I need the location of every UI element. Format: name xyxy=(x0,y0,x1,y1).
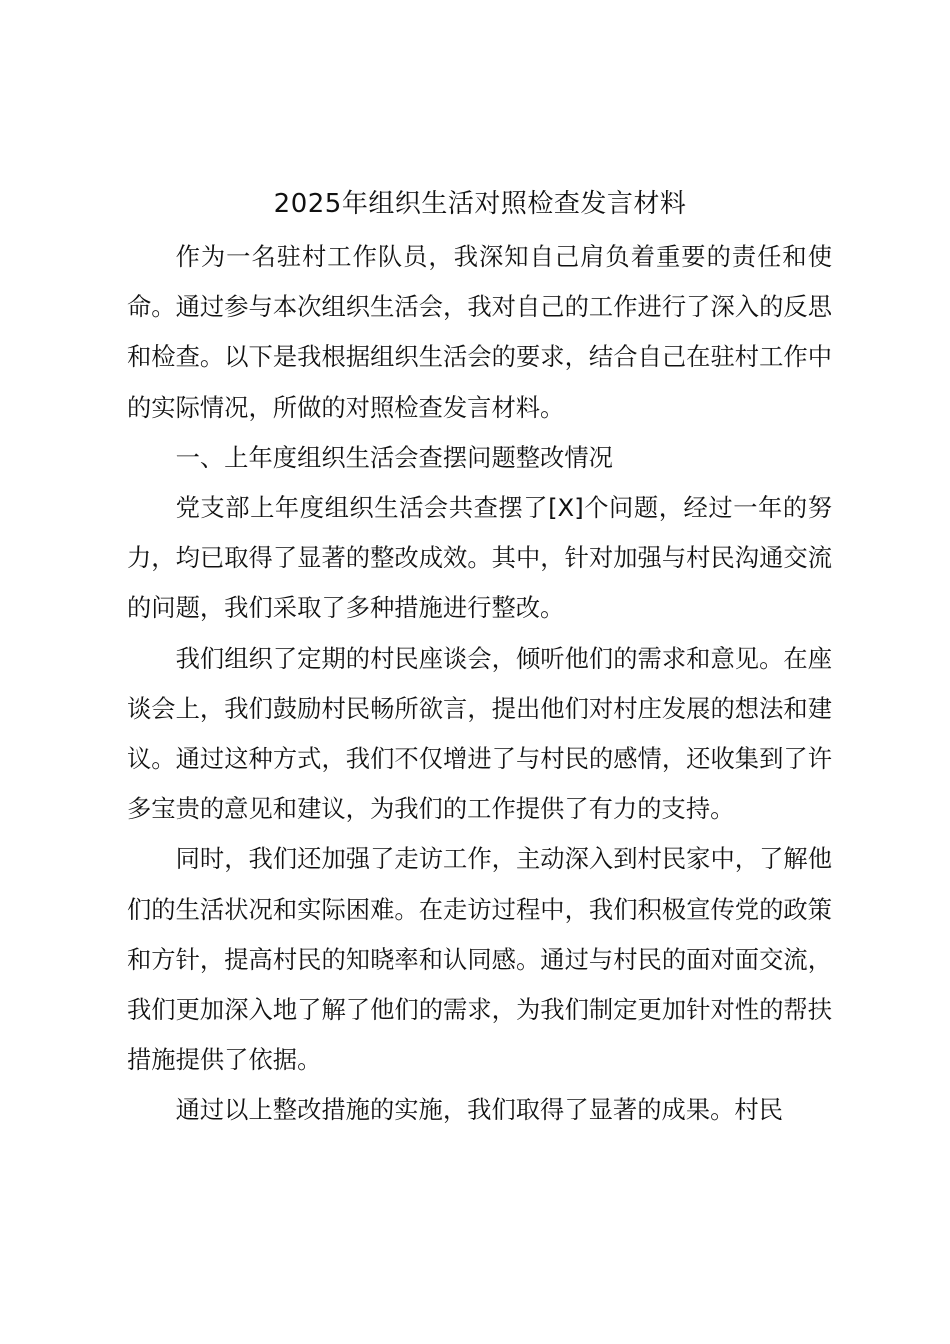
paragraph: 党支部上年度组织生活会共查摆了[X]个问题，经过一年的努力，均已取得了显著的整改成效。其中，针对加强与村民沟通交流的问题，我们采取了多种措施进行整改。 xyxy=(127,493,832,623)
document-body xyxy=(127,232,832,1136)
paragraph: 通过以上整改措施的实施，我们取得了显著的成果。村民 xyxy=(175,1095,784,1125)
document-title: 2025年组织生活对照检查发言材料 xyxy=(273,189,687,219)
paragraph: 我们组织了定期的村民座谈会，倾听他们的需求和意见。在座谈会上，我们鼓励村民畅所欲言，提出他们对村庄发展的想法和建议。通过这种方式，我们不仅增进了与村民的感情，还收集到了许多宝贵的意见和建议，为我们的工作提供了有力的支持。 xyxy=(127,643,832,824)
paragraph-intro: 作为一名驻村工作队员，我深知自己肩负着重要的责任和使命。通过参与本次组织生活会，我对自己的工作进行了深入的反思和检查。以下是我根据组织生活会的要求，结合自己在驻村工作中的实际情况，所做的对照检查发言材料。 xyxy=(127,242,832,422)
paragraph: 同时，我们还加强了走访工作，主动深入到村民家中，了解他们的生活状况和实际困难。在走访过程中，我们积极宣传党的政策和方针，提高村民的知晓率和认同感。通过与村民的面对面交流，我们更加深入地了解了他们的需求，为我们制定更加针对性的帮扶措施提供了依据。 xyxy=(127,844,832,1075)
section-heading-1: 一、上年度组织生活会查摆问题整改情况 xyxy=(175,442,613,472)
